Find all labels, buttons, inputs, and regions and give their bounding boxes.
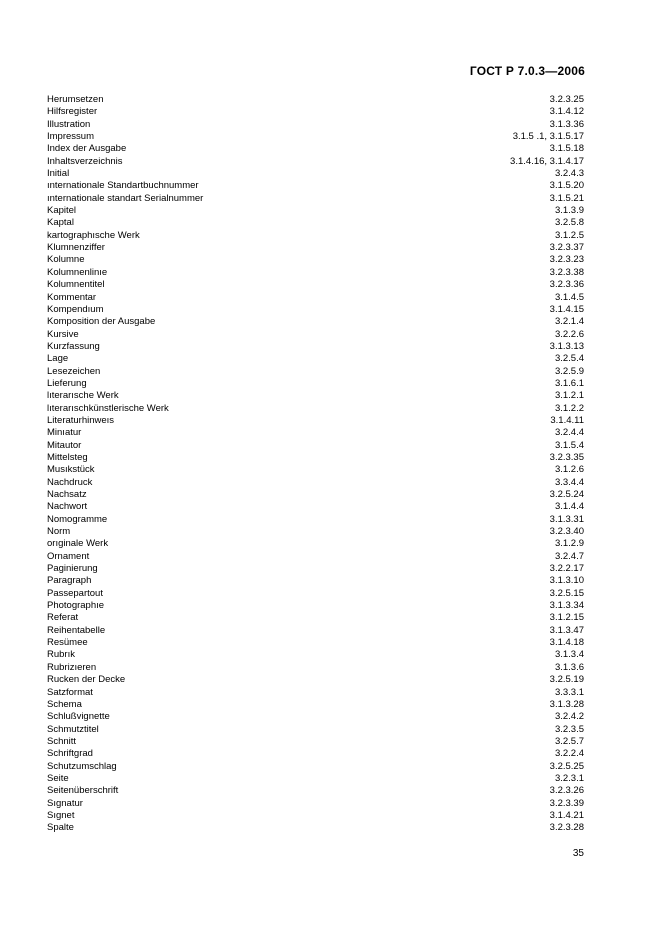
index-row <box>47 143 584 155</box>
index-reference: 3.1.3.36 <box>549 118 584 130</box>
index-row <box>47 600 584 612</box>
index-term: Ornament <box>47 550 90 562</box>
index-row <box>47 427 584 439</box>
index-term: Kurzfassung <box>47 340 100 352</box>
index-row <box>47 748 584 760</box>
index-row <box>47 612 584 624</box>
index-row <box>47 773 584 785</box>
index-term: Rucken der Decke <box>47 674 126 686</box>
index-term: Sıgnet <box>47 809 75 821</box>
index-row <box>47 477 584 489</box>
index-term: Passepartout <box>47 587 103 599</box>
index-row <box>47 452 584 464</box>
index-row <box>47 464 584 476</box>
index-row <box>47 711 584 723</box>
standard-header: ГОСТ Р 7.0.3—2006 <box>469 64 585 78</box>
index-row <box>47 822 584 834</box>
index-term: Kommentar <box>47 291 97 303</box>
index-row <box>47 575 584 587</box>
index-reference: 3.1.2.2 <box>554 402 584 414</box>
index-row <box>47 625 584 637</box>
index-row <box>47 106 584 118</box>
index-row <box>47 390 584 402</box>
index-row <box>47 588 584 600</box>
index-row <box>47 526 584 538</box>
index-term: lıterarıschkünstlerische Werk <box>47 402 169 414</box>
index-term: Sıgnatur <box>47 797 83 809</box>
index-row <box>47 403 584 415</box>
index-term: Lesezeichen <box>47 365 101 377</box>
index-row <box>47 353 584 365</box>
index-row <box>47 193 584 205</box>
index-reference: 3.2.5.25 <box>549 760 584 772</box>
index-term: Lieferung <box>47 377 87 389</box>
index-reference: 3.2.5.24 <box>549 489 584 500</box>
index-reference: 3.1.2.1 <box>554 390 584 402</box>
index-term: Nachdruck <box>47 476 93 488</box>
index-term: kartographısche Werk <box>47 229 140 241</box>
index-reference: 3.1.4.21 <box>549 809 584 821</box>
index-row <box>47 674 584 686</box>
index-row <box>47 242 584 254</box>
index-reference: 3.2.2.6 <box>554 328 584 340</box>
index-term: Paragraph <box>47 575 92 587</box>
index-term: lıterarısche Werk <box>47 390 119 402</box>
index-reference: 3.1.4.18 <box>549 637 584 649</box>
index-row <box>47 538 584 550</box>
index-reference: 3.2.5.8 <box>554 217 584 229</box>
index-reference: 3.2.3.1 <box>554 772 584 784</box>
index-row <box>47 156 584 168</box>
index-row <box>47 551 584 563</box>
index-row <box>47 205 584 217</box>
index-reference: 3.2.3.26 <box>549 785 584 797</box>
index-row <box>47 292 584 304</box>
index-reference: 3.2.3.40 <box>549 526 584 538</box>
index-term: Schema <box>47 698 82 710</box>
index-term: Schlußvignette <box>47 711 110 723</box>
index-row <box>47 341 584 353</box>
index-term: Herumsetzen <box>47 94 104 105</box>
index-reference: 3.1.3.4 <box>554 649 584 661</box>
index-row <box>47 316 584 328</box>
index-term: Schutzumschlag <box>47 760 117 772</box>
index-reference: 3.1.5.20 <box>549 180 584 192</box>
index-reference: 3.3.3.1 <box>554 686 584 698</box>
index-term: Rubrizıeren <box>47 661 97 673</box>
index-reference: 3.2.5.4 <box>554 353 584 365</box>
index-row <box>47 810 584 822</box>
index-reference: 3.2.4.7 <box>554 550 584 562</box>
index-reference: 3.2.3.35 <box>549 451 584 463</box>
index-reference: 3.1.3.13 <box>549 340 584 352</box>
index-term: Kolumne <box>47 254 85 266</box>
index-reference: 3.1.3.6 <box>554 661 584 673</box>
index-term: Kursive <box>47 328 79 340</box>
index-term: Nachsatz <box>47 489 87 500</box>
index-row <box>47 489 584 501</box>
index-term: Nachwort <box>47 501 88 513</box>
index-row <box>47 501 584 513</box>
index-reference: 3.2.5.9 <box>554 365 584 377</box>
index-term: Kolumnentitel <box>47 279 105 291</box>
index-term: Seitenüberschrift <box>47 785 119 797</box>
index-reference: 3.2.5.19 <box>549 674 584 686</box>
index-reference: 3.1.2.5 <box>554 229 584 241</box>
index-row <box>47 699 584 711</box>
term-index-list <box>47 94 584 835</box>
index-reference: 3.2.5.7 <box>554 735 584 747</box>
index-row <box>47 217 584 229</box>
index-term: Kaptal <box>47 217 74 229</box>
index-reference: 3.2.4.2 <box>554 711 584 723</box>
index-row <box>47 230 584 242</box>
index-term: ınternationale standart Serialnummer <box>47 192 204 204</box>
index-term: Illustration <box>47 118 91 130</box>
index-term: Kolumnenlinıe <box>47 266 108 278</box>
index-reference: 3.1.5 .1, 3.1.5.17 <box>512 131 584 143</box>
index-term: Norm <box>47 526 71 538</box>
index-row <box>47 687 584 699</box>
index-reference: 3.1.3.10 <box>549 575 584 587</box>
index-term: Klumnenziffer <box>47 242 105 254</box>
index-reference: 3.1.3.31 <box>549 513 584 525</box>
index-reference: 3.2.4.4 <box>554 427 584 439</box>
index-row <box>47 440 584 452</box>
index-row <box>47 254 584 266</box>
index-term: Initial <box>47 168 70 180</box>
index-reference: 3.2.5.15 <box>549 587 584 599</box>
index-reference: 3.1.5.21 <box>549 192 584 204</box>
index-reference: 3.1.4.11 <box>550 414 584 426</box>
index-row <box>47 785 584 797</box>
index-reference: 3.2.3.39 <box>549 797 584 809</box>
index-term: Musıkstück <box>47 464 95 476</box>
index-reference: 3.2.2.4 <box>554 748 584 760</box>
index-row <box>47 119 584 131</box>
index-term: Seite <box>47 772 69 784</box>
index-term: Komposition der Ausgabe <box>47 316 156 328</box>
index-row <box>47 366 584 378</box>
index-reference: 3.1.2.6 <box>554 464 584 476</box>
index-row <box>47 563 584 575</box>
index-reference: 3.2.3.25 <box>549 94 584 105</box>
index-reference: 3.1.2.9 <box>554 538 584 550</box>
index-row <box>47 736 584 748</box>
index-row <box>47 279 584 291</box>
index-reference: 3.2.3.23 <box>549 254 584 266</box>
index-term: Inhaltsverzeichnis <box>47 155 123 167</box>
index-reference: 3.2.1.4 <box>554 316 584 328</box>
index-term: Schnitt <box>47 735 77 747</box>
index-reference: 3.1.5.4 <box>554 439 584 451</box>
index-term: Schmutztitel <box>47 723 99 735</box>
index-term: Referat <box>47 612 79 624</box>
index-row <box>47 180 584 192</box>
index-reference: 3.2.3.28 <box>549 822 584 834</box>
index-term: Spalte <box>47 822 74 834</box>
index-term: Reihentabelle <box>47 624 106 636</box>
index-row <box>47 415 584 427</box>
index-term: Lage <box>47 353 69 365</box>
index-term: Minıatur <box>47 427 82 439</box>
index-reference: 3.2.3.36 <box>549 279 584 291</box>
index-reference: 3.3.4.4 <box>554 476 584 488</box>
index-row <box>47 131 584 143</box>
index-row <box>47 637 584 649</box>
index-row <box>47 378 584 390</box>
index-row <box>47 662 584 674</box>
index-term: Mitautor <box>47 439 82 451</box>
index-reference: 3.1.4.16, 3.1.4.17 <box>510 155 584 167</box>
index-term: Index der Ausgabe <box>47 143 127 155</box>
index-term: Satzformat <box>47 686 93 698</box>
index-reference: 3.2.3.37 <box>549 242 584 254</box>
index-reference: 3.1.4.15 <box>549 303 584 315</box>
index-row <box>47 798 584 810</box>
index-term: Resümee <box>47 637 88 649</box>
index-row <box>47 649 584 661</box>
index-reference: 3.1.4.5 <box>554 291 584 303</box>
index-reference: 3.1.4.12 <box>549 106 584 118</box>
index-term: Mittelsteg <box>47 451 88 463</box>
index-reference: 3.1.3.47 <box>549 624 584 636</box>
index-row <box>47 168 584 180</box>
index-row <box>47 304 584 316</box>
index-term: Nomogramme <box>47 513 108 525</box>
index-term: Paginierung <box>47 563 98 575</box>
index-row <box>47 761 584 773</box>
index-reference: 3.1.3.28 <box>549 698 584 710</box>
index-reference: 3.2.3.5 <box>554 723 584 735</box>
index-term: Photographıe <box>47 600 105 612</box>
index-row <box>47 724 584 736</box>
index-row <box>47 267 584 279</box>
index-row <box>47 329 584 341</box>
index-term: Impressum <box>47 131 94 143</box>
index-reference: 3.2.2.17 <box>549 563 584 575</box>
index-term: Kompendıum <box>47 303 104 315</box>
index-term: ınternationale Standartbuchnummer <box>47 180 199 192</box>
index-reference: 3.1.3.9 <box>554 205 584 217</box>
index-term: Literaturhinweıs <box>47 414 115 426</box>
index-reference: 3.2.3.38 <box>549 266 584 278</box>
index-reference: 3.1.3.34 <box>549 600 584 612</box>
index-row <box>47 514 584 526</box>
index-reference: 3.1.6.1 <box>554 377 584 389</box>
index-reference: 3.1.4.4 <box>554 501 584 513</box>
index-reference: 3.1.5.18 <box>549 143 584 155</box>
index-term: Hilfsregister <box>47 106 98 118</box>
page-number: 35 <box>572 848 584 859</box>
index-row <box>47 94 584 106</box>
index-term: Rubrık <box>47 649 75 661</box>
index-term: orıginale Werk <box>47 538 109 550</box>
index-term: Kapitel <box>47 205 77 217</box>
index-reference: 3.1.2.15 <box>549 612 584 624</box>
index-term: Schriftgrad <box>47 748 93 760</box>
index-reference: 3.2.4.3 <box>554 168 584 180</box>
